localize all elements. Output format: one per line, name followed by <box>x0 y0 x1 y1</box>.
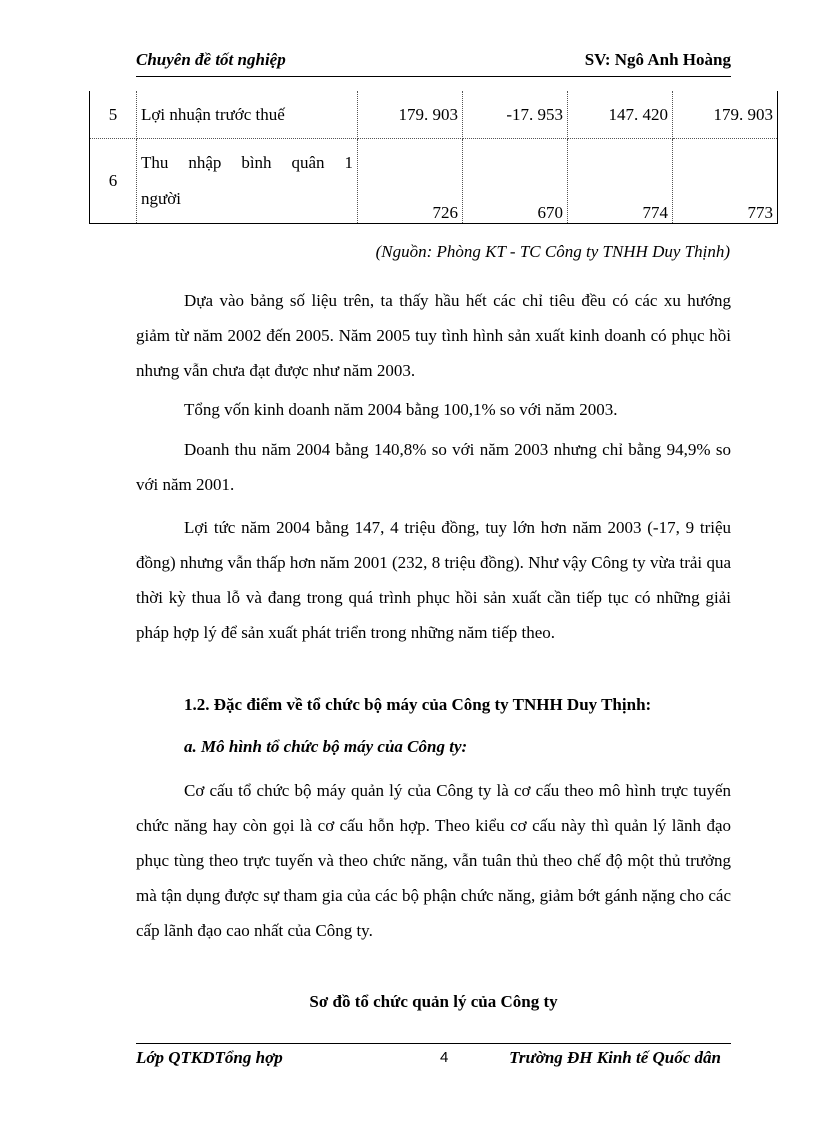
data-table <box>89 91 778 224</box>
paragraph-capital: Tổng vốn kinh doanh năm 2004 bằng 100,1% so với năm 2003. <box>184 400 618 419</box>
section-heading: 1.2. Đặc điểm về tổ chức bộ máy của Công ty TNHH Duy Thịnh: <box>184 695 652 714</box>
table-cell: 670 <box>463 139 568 224</box>
row-label-line2: người <box>141 189 181 208</box>
diagram-title: Sơ đồ tổ chức quản lý của Công ty <box>309 992 558 1011</box>
paragraph-revenue: Doanh thu năm 2004 bằng 140,8% so với năm 2003 nhưng chỉ bằng 94,9% so với năm 2001. <box>136 440 731 494</box>
table-cell: 773 <box>673 139 778 224</box>
table-cell: 726 <box>358 139 463 224</box>
table-source-note: (Nguồn: Phòng KT - TC Công ty TNHH Duy Thịnh) <box>375 242 730 261</box>
table-cell: -17. 953 <box>463 91 568 139</box>
table-cell: 147. 420 <box>568 91 673 139</box>
table-cell: 179. 903 <box>358 91 463 139</box>
header-document-title: Chuyên đề tốt nghiệp <box>136 50 286 69</box>
row-label: Lợi nhuận trước thuế <box>137 91 358 139</box>
row-label <box>137 139 358 224</box>
page-header <box>136 50 731 77</box>
paragraph-structure: Cơ cấu tổ chức bộ máy quản lý của Công ty là cơ cấu theo mô hình trực tuyến chức năng hay còn gọi là cơ cấu hỗn hợp. Theo kiểu cơ cấu này thì quản lý lãnh đạo phục tùng theo trực tuyến và theo chức năng, vẫn tuân thủ theo chế độ một thủ trưởng mà tận dụng được sự tham gia của các bộ phận chức năng, giảm bớt gánh nặng cho các cấp lãnh đạo cao nhất của Công ty. <box>136 781 731 940</box>
table-row <box>90 91 778 139</box>
table-row <box>90 139 778 224</box>
table-cell: 179. 903 <box>673 91 778 139</box>
page-number: 4 <box>440 1049 449 1066</box>
subsection-heading: a. Mô hình tổ chức bộ máy của Công ty: <box>184 737 468 756</box>
paragraph-profit: Lợi tức năm 2004 bằng 147, 4 triệu đồng, tuy lớn hơn năm 2003 (-17, 9 triệu đồng) nhưng vẫn thấp hơn năm 2001 (232, 8 triệu đồng). Như vậy Công ty vừa trải qua thời kỳ thua lỗ và đang trong quá trình phục hồi sản xuất cần tiếp tục có những giải pháp hợp lý để sản xuất phát triển trong những năm tiếp theo. <box>136 518 731 642</box>
table-cell: 774 <box>568 139 673 224</box>
page-footer <box>136 1043 731 1072</box>
row-number: 5 <box>90 91 137 139</box>
header-student-name: SV: Ngô Anh Hoàng <box>584 50 731 69</box>
paragraph-analysis: Dựa vào bảng số liệu trên, ta thấy hầu hết các chỉ tiêu đều có các xu hướng giảm từ năm 2002 đến 2005. Năm 2005 tuy tình hình sản xuất kinh doanh có phục hồi nhưng vẫn chưa đạt được như năm 2003. <box>136 291 731 380</box>
row-label-line1: Thu nhập bình quân 1 <box>141 153 353 172</box>
footer-university: Trường ĐH Kinh tế Quốc dân <box>509 1048 721 1067</box>
footer-class-name: Lớp QTKDTổng hợp <box>136 1048 283 1067</box>
row-number: 6 <box>90 139 137 224</box>
